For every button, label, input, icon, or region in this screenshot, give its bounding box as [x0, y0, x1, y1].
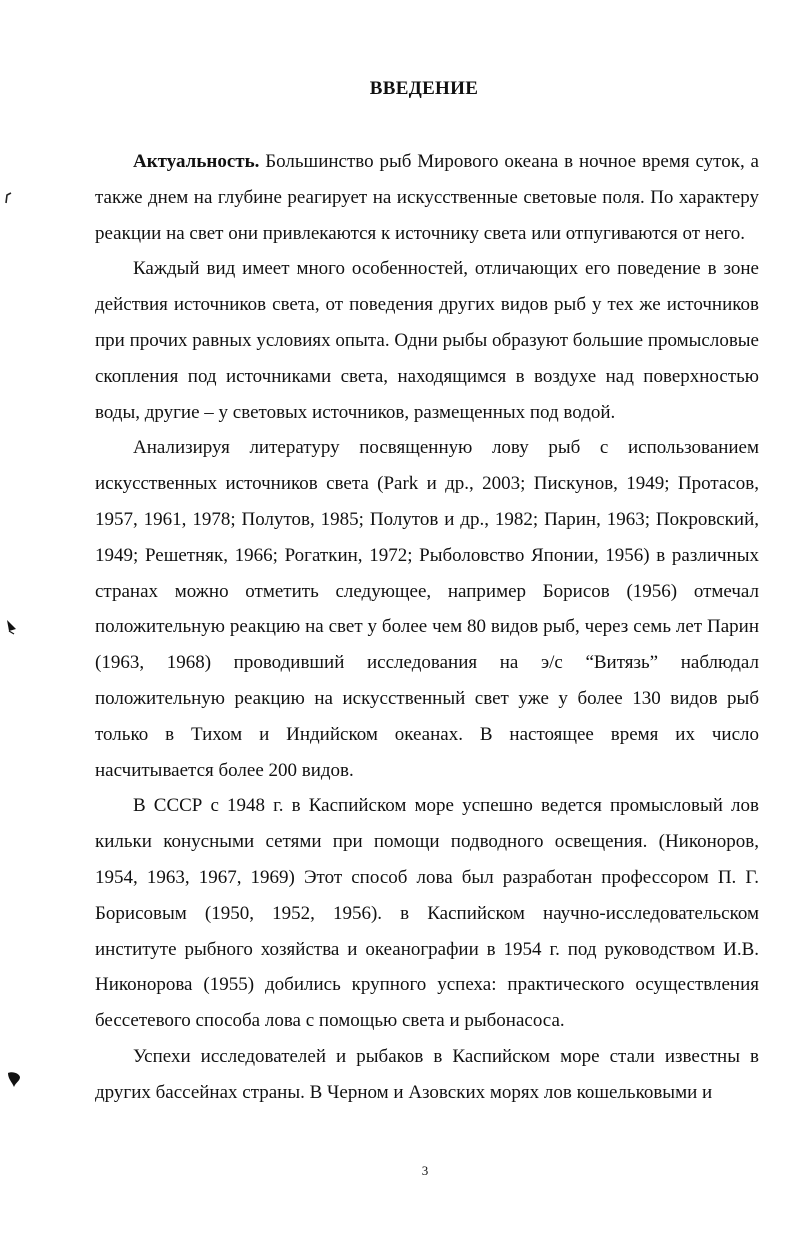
page-number: 3 [421, 1163, 429, 1178]
relevance-lead: Актуальность. [133, 151, 260, 172]
paragraph-relevance [95, 144, 759, 251]
paragraph-ussr-caspian: В СССР с 1948 г. в Каспийском море успешно ведется промысловый лов кильки конусными сетями при помощи подводного освещения. (Никоноров, 1954, 1963, 1967, 1969) Этот способ лова был разработан профессором П. Г. Борисовым (1950, 1952, 1956). в Каспийском научно-исследовательском институте рыбного хозяйства и океанографии в 1954 г. под руководством И.В. Никонорова (1955) добились крупного успеха: практического осуществления бессетевого способа лова с помощью света и рыбонасоса. [95, 795, 759, 1032]
scan-mark-icon [6, 1071, 22, 1089]
paragraph-species-features: Каждый вид имеет много особенностей, отличающих его поведение в зоне действия источников света, от поведения других видов рыб у тех же источников при прочих равных условиях опыта. Одни рыбы образуют большие промысловые скопления под источниками света, находящимся в воздухе над поверхностью воды, другие – у световых источников, размещенных под водой. [95, 258, 759, 423]
body-text [95, 144, 759, 1111]
paragraph-other-basins: Успехи исследователей и рыбаков в Каспийском море стали известны в других бассейнах страны. В Черном и Азовских морях лов кошельковыми и [95, 1045, 759, 1103]
scan-mark-icon [5, 619, 19, 635]
scan-mark-icon [3, 191, 13, 205]
paragraph-literature-review: Анализируя литературу посвященную лову рыб с использованием искусственных источников света (Park и др., 2003; Пискунов, 1949; Протасов, 1957, 1961, 1978; Полутов, 1985; Полутов и др., 1982; Парин, 1963; Покровский, 1949; Решетняк, 1966; Рогаткин, 1972; Рыболовство Японии, 1956) в различных странах можно отметить следующее, например Борисов (1956) отмечал положительную реакцию на свет у более чем 80 видов рыб, через семь лет Парин (1963, 1968) проводивший исследования на э/с “Витязь” наблюдал положительную реакцию на искусственный свет уже у более 130 видов рыб только в Тихом и Индийском океанах. В настоящее время их число насчитывается более 200 видов. [95, 437, 759, 781]
paragraph-text: Большинство рыб Мирового океана в ночное время суток, а также днем на глубине реагирует на искусственные световые поля. По характеру реакции на свет они привлекаются к источнику света или отпугиваются от него. [95, 151, 759, 244]
page-title: ВВЕДЕНИЕ [369, 78, 479, 99]
